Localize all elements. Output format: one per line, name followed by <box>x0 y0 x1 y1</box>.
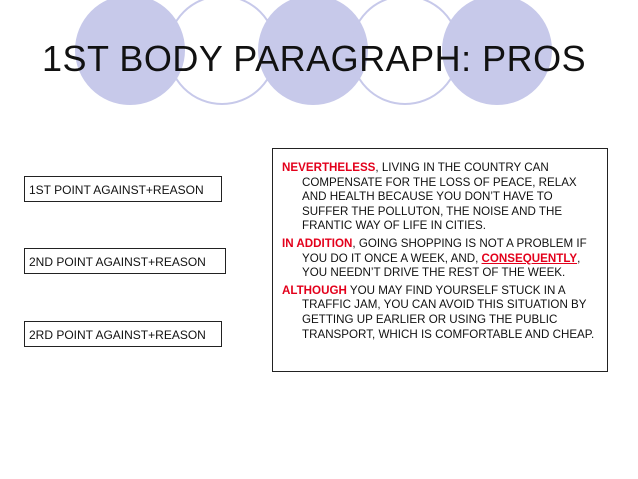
point-box-2: 2ND POINT AGAINST+REASON <box>24 248 226 274</box>
paragraph-2 <box>282 237 599 281</box>
body-text-box <box>272 148 608 372</box>
paragraph-1-text: , LIVING IN THE COUNTRY CAN COMPENSATE FOR THE LOSS OF PEACE, RELAX AND HEALTH BECAUSE YOU DON’T HAVE TO SUFFER THE POLLUTON, THE NOISE AND THE FRANTIC WAY OF LIFE IN CITIES. <box>302 161 577 233</box>
point-box-1: 1ST POINT AGAINST+REASON <box>24 176 222 202</box>
slide-title: 1ST BODY PARAGRAPH: PROS <box>42 38 587 79</box>
paragraph-1 <box>282 161 599 234</box>
keyword-nevertheless: NEVERTHELESS <box>282 161 376 174</box>
keyword-although: ALTHOUGH <box>282 283 347 297</box>
keyword-consequently: CONSEQUENTLY <box>481 251 578 265</box>
point-box-3: 2RD POINT AGAINST+REASON <box>24 321 222 347</box>
paragraph-3-text: YOU MAY FIND YOURSELF STUCK IN A TRAFFIC JAM, YOU CAN AVOID THIS SITUATION BY GETTING UP EARLIER OR USING THE PUBLIC TRANSPORT, WHICH IS COMFORTABLE AND CHEAP. <box>302 283 595 341</box>
keyword-in-addition: IN ADDITION <box>282 236 353 250</box>
paragraph-2-text-b: , YOU NEEDN’T DRIVE THE REST OF THE WEEK. <box>302 251 581 280</box>
paragraph-3 <box>282 284 599 342</box>
paragraph-2-text-a: , GOING SHOPPING IS NOT A PROBLEM IF YOU DO IT ONCE A WEEK, AND, <box>302 236 587 265</box>
